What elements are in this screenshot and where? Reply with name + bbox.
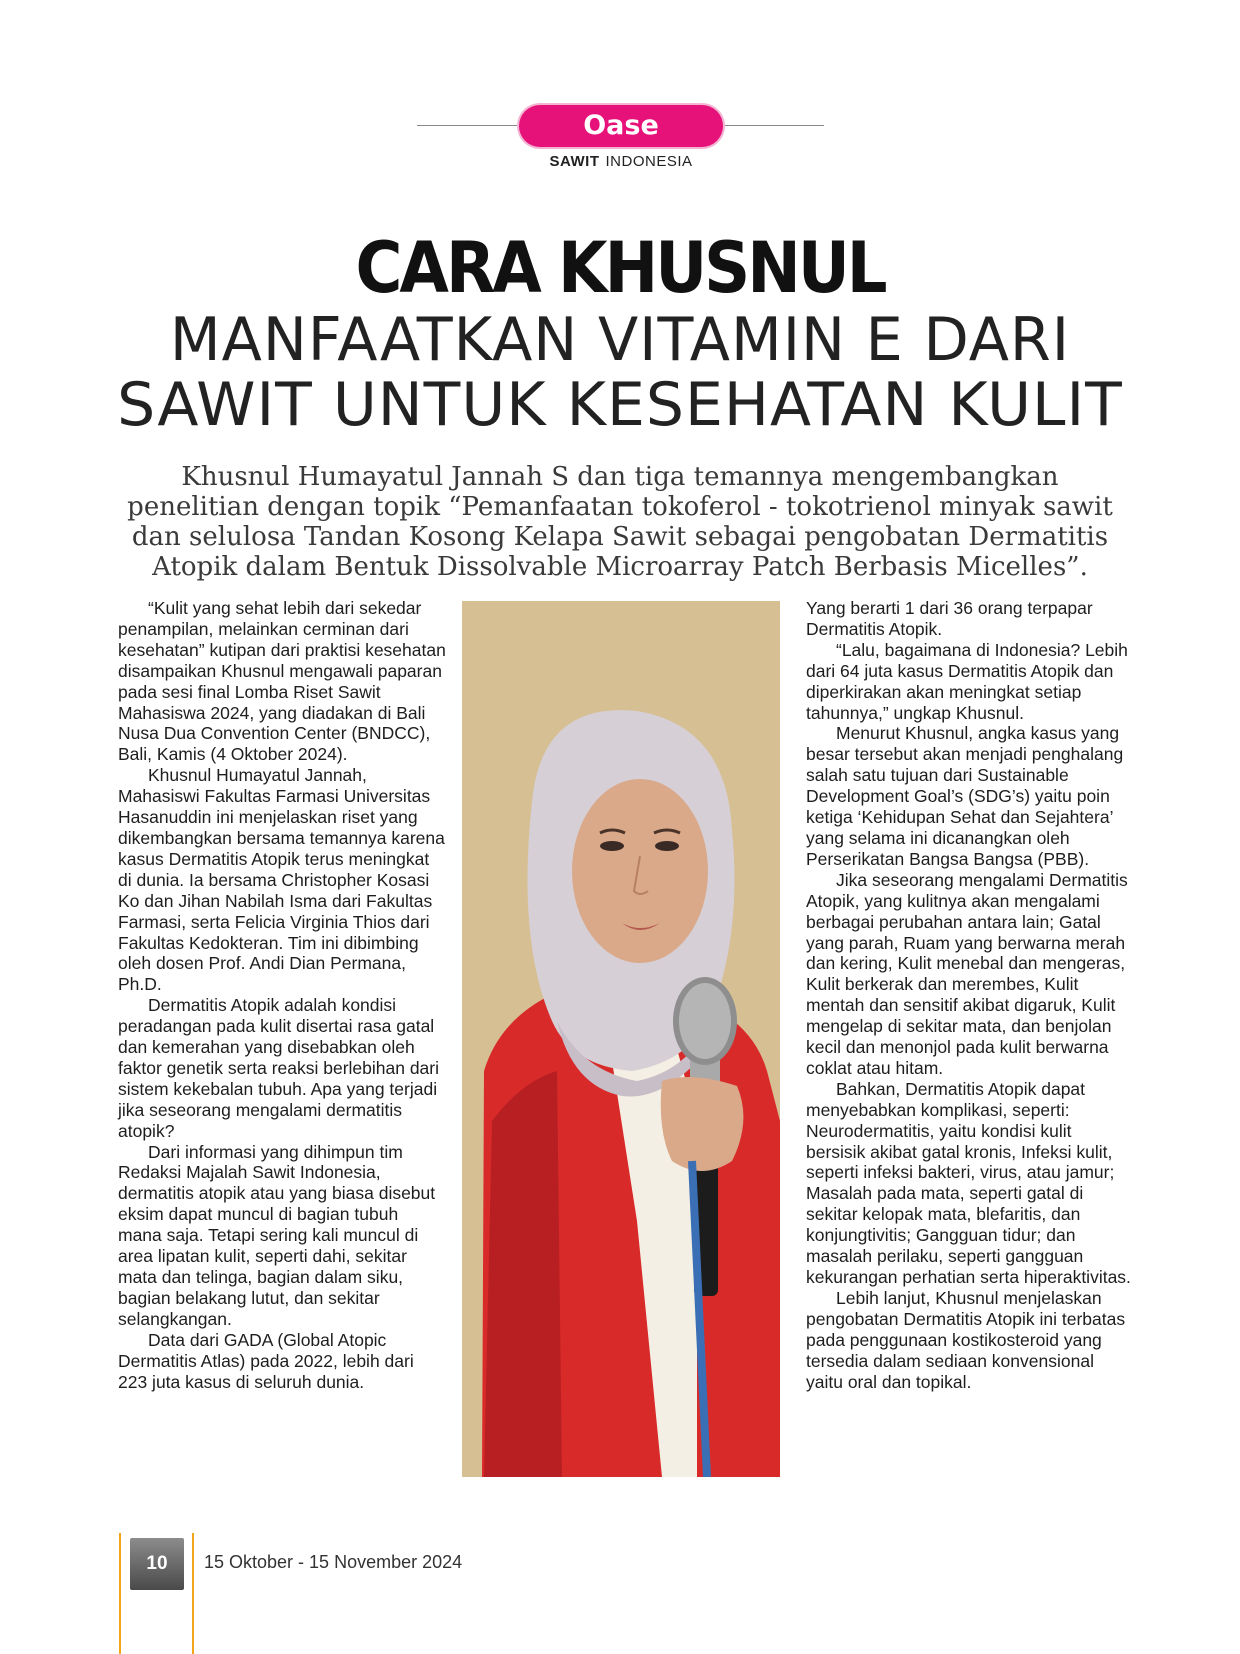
- masthead: [519, 153, 723, 170]
- paragraph: Dari informasi yang dihimpun tim Redaksi Majalah Sawit Indonesia, dermatitis atopik atau yang biasa disebut eksim dapat muncul di bagian tubuh mana saja. Tetapi sering kali muncul di area lipatan kulit, seperti dahi, sekitar mata dan telinga, bagian dalam siku, bagian belakang lutut, dan sekitar selangkangan.: [118, 1141, 436, 1329]
- footer-rule-right: [192, 1533, 194, 1654]
- page-number: 10: [130, 1538, 184, 1590]
- paragraph: Yang berarti 1 dari 36 orang terpapar Dermatitis Atopik.: [806, 598, 1093, 639]
- headline-subtitle-line1: MANFAATKAN VITAMIN E DARI: [169, 305, 1071, 375]
- portrait-photo: [462, 601, 780, 1477]
- paragraph: Data dari GADA (Global Atopic Dermatitis Atlas) pada 2022, lebih dari 223 juta kasus di seluruh dunia.: [118, 1329, 414, 1392]
- article-column-right: [806, 598, 1134, 1392]
- masthead-rest: INDONESIA: [605, 153, 693, 170]
- lead-paragraph: Khusnul Humayatul Jannah S dan tiga temannya mengembangkan penelitian dengan topik “Pemanfaatan tokoferol - tokotrienol minyak sawit dan selulosa Tandan Kosong Kelapa Sawit sebagai pengobatan Dermatitis Atopik dalam Bentuk Dissolvable Microarray Patch Berbasis Micelles”.: [127, 462, 1113, 582]
- paragraph: “Kulit yang sehat lebih dari sekedar penampilan, melainkan cerminan dari kesehatan” kutipan dari praktisi kesehatan disampaikan Khusnul mengawali paparan pada sesi final Lomba Riset Sawit Mahasiswa 2024, yang diadakan di Bali Nusa Dua Convention Center (BNDCC), Bali, Kamis (4 Oktober 2024).: [118, 598, 446, 765]
- paragraph: Lebih lanjut, Khusnul menjelaskan pengobatan Dermatitis Atopik ini terbatas pada penggunaan kostikosteroid yang tersedia dalam sediaan konvensional yaitu oral dan topikal.: [806, 1287, 1126, 1392]
- paragraph: Dermatitis Atopik adalah kondisi peradangan pada kulit disertai rasa gatal dan kemerahan yang disebabkan oleh faktor genetik serta reaksi berlebihan dari sistem kekebalan tubuh. Apa yang terjadi jika seseorang mengalami dermatitis atopik?: [118, 995, 440, 1141]
- issue-date: 15 Oktober - 15 November 2024: [204, 1552, 463, 1572]
- section-label: Oase: [519, 105, 723, 147]
- header-rule-left: [417, 125, 519, 126]
- footer-rule-left: [119, 1533, 121, 1654]
- paragraph: Menurut Khusnul, angka kasus yang besar tersebut akan menjadi penghalang salah satu tujuan dari Sustainable Development Goal’s (SDG’s) yaitu poin ketiga ‘Kehidupan Sehat dan Sejahtera’ yang selama ini dicanangkan oleh Perserikatan Bangsa Bangsa (PBB).: [806, 723, 1124, 869]
- article-column-left: [118, 598, 446, 1392]
- paragraph: Khusnul Humayatul Jannah, Mahasiswi Fakultas Farmasi Universitas Hasanuddin ini menjelaskan riset yang dikembangkan bersama temannya karena kasus Dermatitis Atopik terus meningkat di dunia. Ia bersama Christopher Kosasi Ko dan Jihan Nabilah Isma dari Fakultas Farmasi, serta Felicia Virginia Thios dari Fakultas Kedokteran. Tim ini dibimbing oleh dosen Prof. Andi Dian Permana, Ph.D.: [118, 765, 445, 995]
- headline-subtitle-line2: SAWIT UNTUK KESEHATAN KULIT: [117, 370, 1123, 440]
- portrait-illustration: [462, 601, 780, 1477]
- header-rule-right: [722, 125, 824, 126]
- paragraph: Jika seseorang mengalami Dermatitis Atopik, yang kulitnya akan mengalami berbagai perubahan antara lain; Gatal yang parah, Ruam yang berwarna merah dan kering, Kulit menebal dan mengeras, Kulit berkerak dan merembes, Kulit mentah dan sensitif akibat digaruk, Kulit mengelap di sekitar mata, dan benjolan kecil dan menonjol pada kulit berwarna coklat atau hitam.: [806, 869, 1128, 1078]
- masthead-bold: SAWIT: [549, 153, 600, 170]
- paragraph: Bahkan, Dermatitis Atopik dapat menyebabkan komplikasi, seperti: Neurodermatitis, yaitu kondisi kulit bersisik akibat gatal kronis, Infeksi kulit, seperti infeksi bakteri, virus, atau jamur; Masalah pada mata, seperti gatal di sekitar kelopak mata, blefaritis, dan konjungtivitis; Gangguan tidur; dan masalah perilaku, seperti gangguan kekurangan perhatian serta hiperaktivitas.: [806, 1078, 1131, 1287]
- headline: CARA KHUSNUL: [355, 228, 885, 310]
- paragraph: “Lalu, bagaimana di Indonesia? Lebih dari 64 juta kasus Dermatitis Atopik dan diperkirakan akan meningkat setiap tahunnya,” ungkap Khusnul.: [806, 639, 1128, 723]
